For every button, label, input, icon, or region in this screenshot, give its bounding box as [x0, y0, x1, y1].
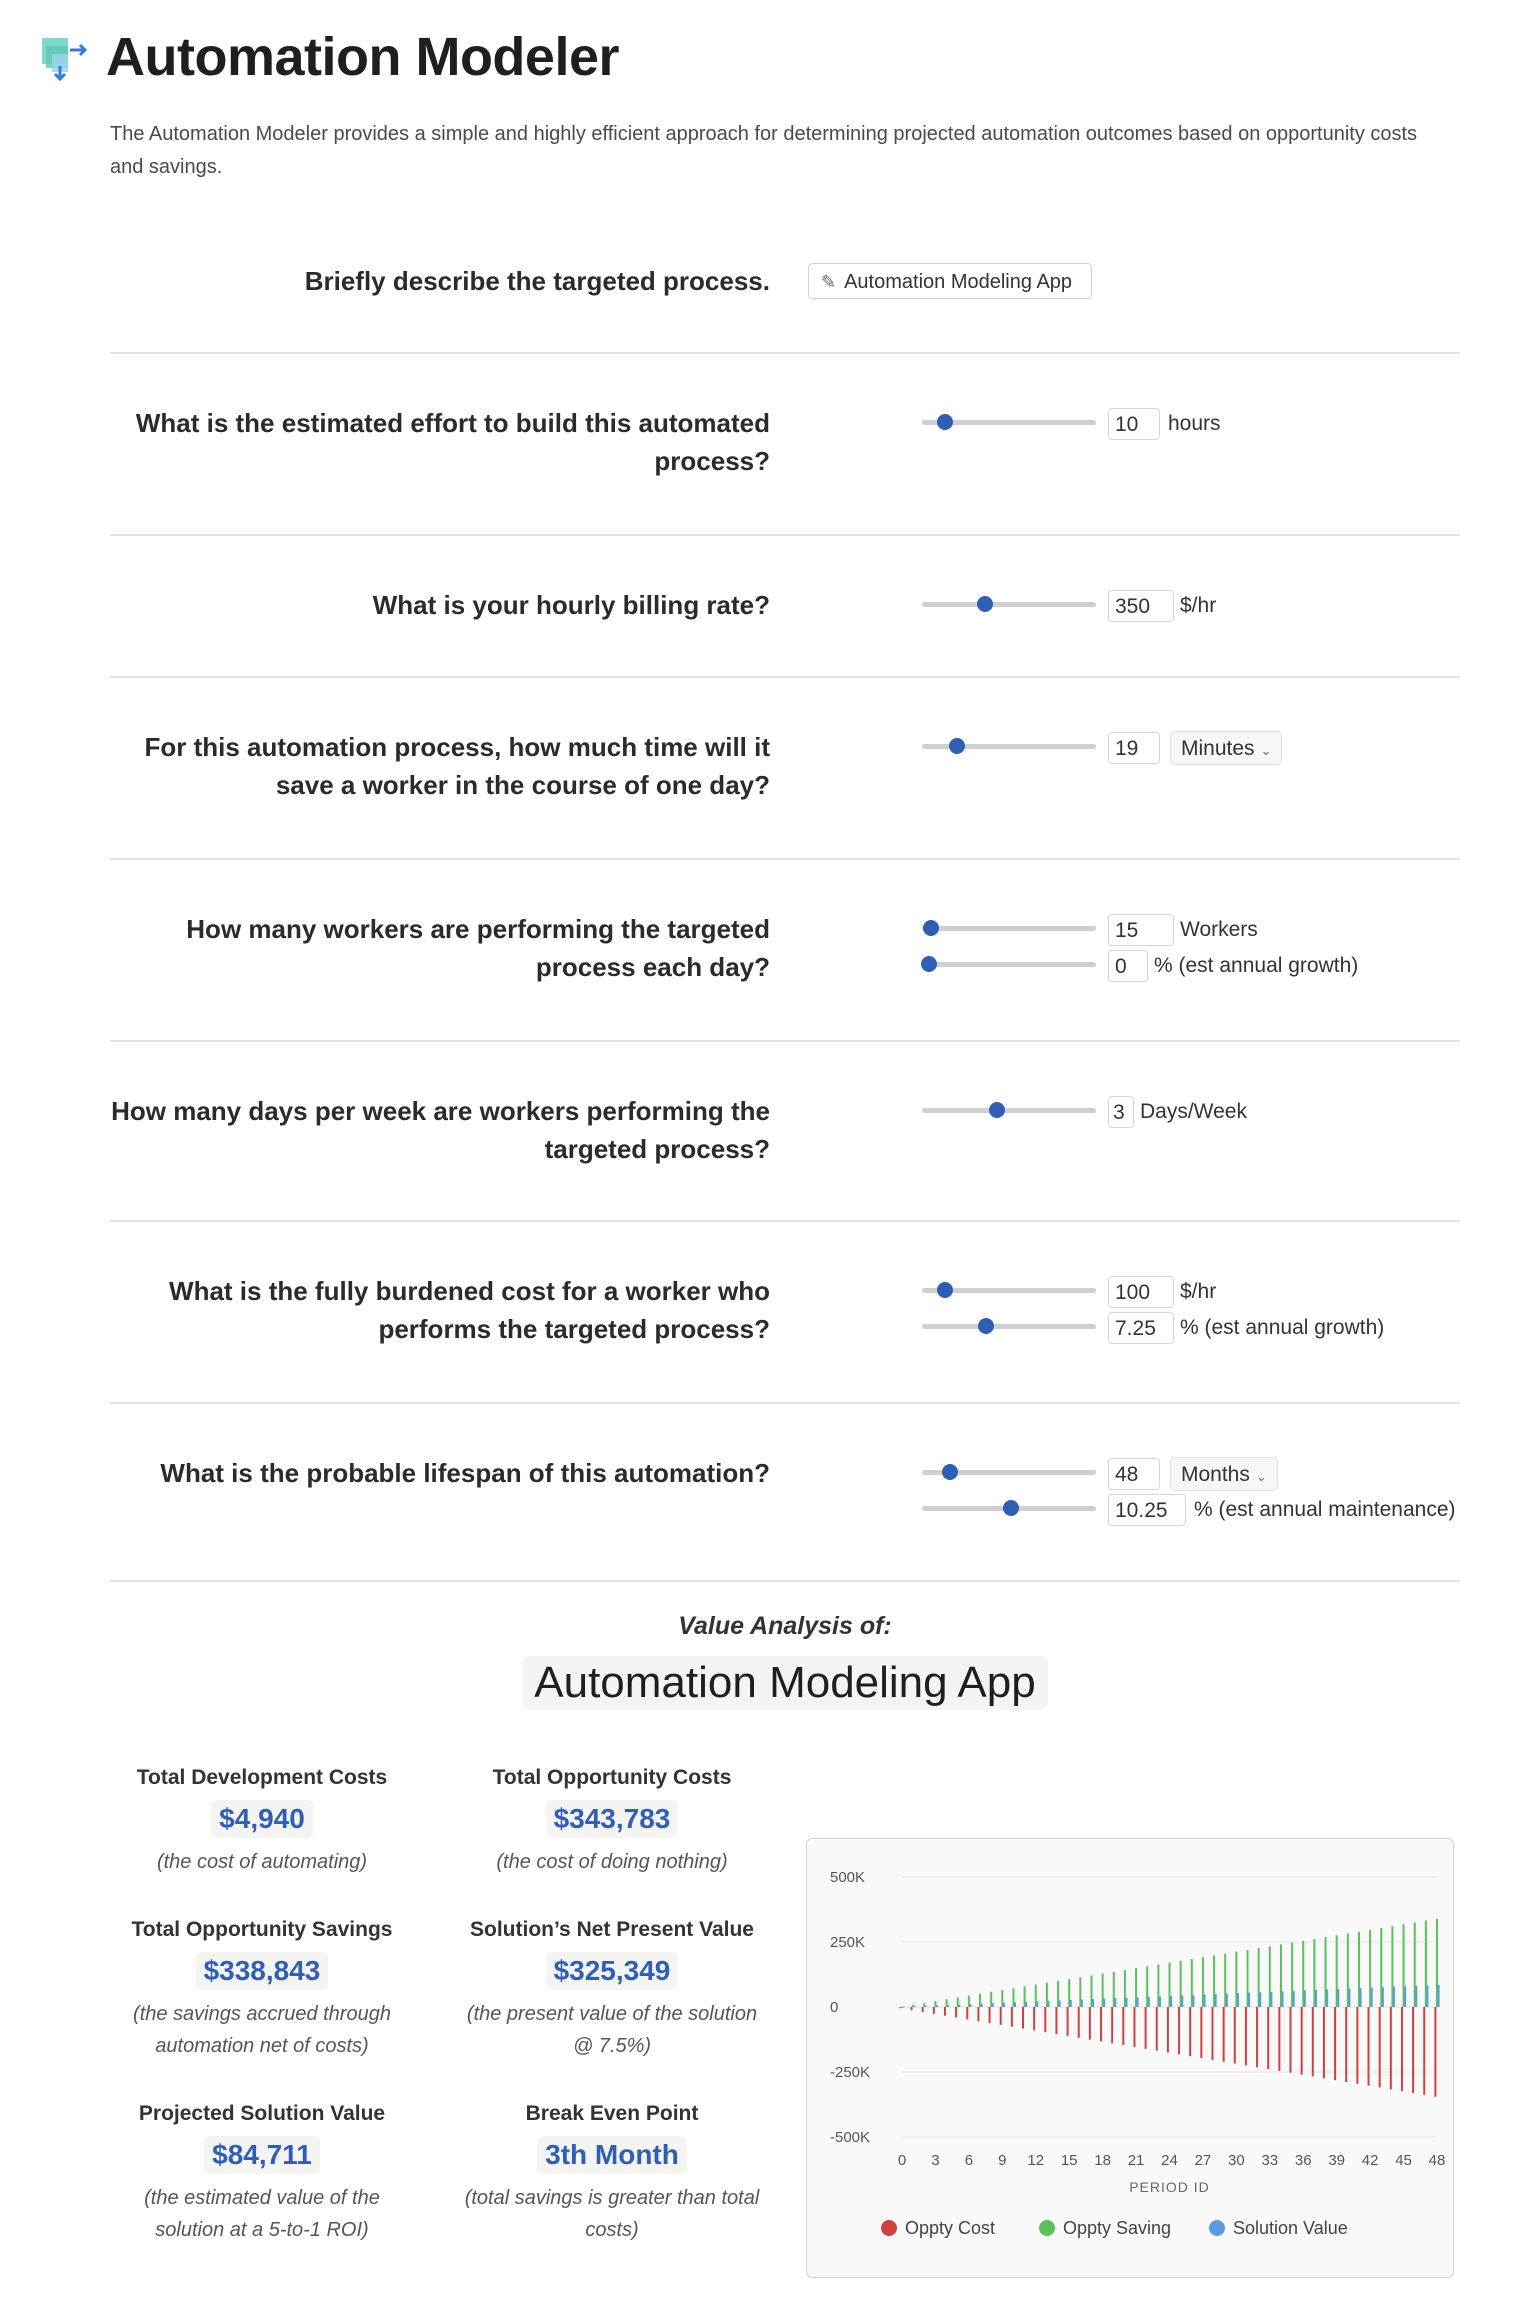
burdened-growth-slider[interactable] — [922, 1324, 1096, 1329]
x-tick-label: 39 — [1328, 2152, 1346, 2169]
bar-solution-value — [1248, 1993, 1250, 2007]
question-label: For this automation process, how much time will it save a worker in the course of one day? — [144, 732, 770, 800]
bar-solution-value — [981, 2004, 983, 2007]
metric-value: 3th Month — [537, 2136, 687, 2174]
bar-oppty-cost — [1055, 2007, 1057, 2034]
metric-dev-costs — [112, 1766, 412, 1878]
x-tick-label: 15 — [1060, 2152, 1078, 2169]
bar-solution-value — [1181, 1995, 1183, 2007]
burdened-slider[interactable] — [922, 1288, 1096, 1293]
question-row-time-saved — [110, 678, 1460, 860]
question-label: What is the estimated effort to build this automated process? — [135, 408, 770, 476]
metric-solution-value — [112, 2102, 412, 2246]
bar-oppty-cost — [922, 2007, 924, 2012]
bar-oppty-cost — [1133, 2007, 1135, 2047]
bar-oppty-cost — [933, 2007, 935, 2014]
bar-solution-value — [1404, 1986, 1406, 2007]
metric-oppty-savings — [112, 1918, 412, 2062]
bar-solution-value — [992, 2003, 994, 2007]
slider-knob[interactable] — [923, 920, 939, 936]
x-tick-label: 42 — [1361, 2152, 1379, 2169]
metric-npv — [462, 1918, 762, 2062]
question-row-lifespan — [110, 1404, 1460, 1582]
workers-input[interactable]: 15 — [1108, 914, 1174, 946]
billing-input[interactable]: 350 — [1108, 590, 1174, 622]
x-tick-label: 21 — [1127, 2152, 1145, 2169]
bar-solution-value — [1114, 1998, 1116, 2007]
value-analysis-name-wrap — [0, 1656, 1530, 1710]
bar-oppty-cost — [1345, 2007, 1347, 2082]
slider-knob[interactable] — [977, 596, 993, 612]
question-label: What is the probable lifespan of this automation? — [160, 1458, 770, 1488]
x-axis-label: PERIOD ID — [1129, 2179, 1210, 2195]
bar-oppty-cost — [1167, 2007, 1169, 2053]
effort-unit: hours — [1168, 412, 1221, 435]
bar-oppty-cost — [1089, 2007, 1091, 2040]
bar-solution-value — [1148, 1997, 1150, 2007]
bar-solution-value — [1025, 2002, 1027, 2007]
x-tick-label: 45 — [1395, 2152, 1412, 2169]
time-saved-input[interactable]: 19 — [1108, 732, 1160, 764]
bar-oppty-cost — [1423, 2007, 1425, 2095]
days-unit: Days/Week — [1140, 1100, 1247, 1123]
bar-oppty-cost — [1245, 2007, 1247, 2065]
metric-title: Solution’s Net Present Value — [470, 1918, 754, 1941]
question-label: What is the fully burdened cost for a worker who performs the targeted process? — [169, 1276, 770, 1344]
bar-oppty-cost — [1022, 2007, 1024, 2029]
bar-oppty-cost — [1000, 2007, 1002, 2025]
legend-swatch — [881, 2220, 897, 2236]
bar-oppty-cost — [966, 2007, 968, 2019]
bar-solution-value — [958, 2004, 960, 2007]
bar-oppty-cost — [1111, 2007, 1113, 2043]
bar-oppty-cost — [1278, 2007, 1280, 2071]
slider-knob[interactable] — [937, 414, 953, 430]
x-tick-label: 3 — [931, 2152, 940, 2169]
slider-knob[interactable] — [949, 738, 965, 754]
workers-growth-slider[interactable] — [922, 962, 1096, 967]
bar-solution-value — [1226, 1994, 1228, 2007]
value-chart — [806, 1838, 1454, 2278]
burdened-growth-input[interactable]: 7.25 — [1108, 1312, 1174, 1344]
metric-desc: (the cost of automating) — [156, 1851, 368, 1873]
bar-oppty-cost — [1290, 2007, 1292, 2073]
bar-oppty-cost — [1401, 2007, 1403, 2091]
bar-solution-value — [1326, 1989, 1328, 2007]
bar-solution-value — [1036, 2001, 1038, 2007]
bar-solution-value — [1170, 1996, 1172, 2007]
time-saved-slider[interactable] — [922, 744, 1096, 749]
effort-input[interactable]: 10 — [1108, 408, 1160, 440]
bar-oppty-cost — [1178, 2007, 1180, 2054]
value-analysis-name: Automation Modeling App — [522, 1656, 1047, 1710]
bar-solution-value — [1426, 1985, 1428, 2007]
bar-oppty-cost — [1211, 2007, 1213, 2060]
bar-solution-value — [1081, 1999, 1083, 2007]
question-row-workers — [110, 860, 1460, 1042]
bar-solution-value — [1415, 1986, 1417, 2007]
y-tick-label: 0 — [830, 1999, 839, 2016]
bar-oppty-cost — [1122, 2007, 1124, 2045]
question-row-days — [110, 1042, 1460, 1222]
metric-break-even — [462, 2102, 762, 2246]
question-row-billing — [110, 536, 1460, 678]
bar-solution-value — [1137, 1997, 1139, 2007]
bar-oppty-cost — [1033, 2007, 1035, 2030]
burdened-growth-unit: % (est annual growth) — [1180, 1316, 1385, 1339]
x-tick-label: 48 — [1428, 2152, 1446, 2169]
process-description-input[interactable]: ✎ Automation Modeling App — [808, 263, 1092, 299]
workers-growth-input[interactable]: 0 — [1108, 950, 1148, 982]
bar-solution-value — [925, 2006, 927, 2007]
bar-oppty-cost — [1011, 2007, 1013, 2027]
page-title: Automation Modeler — [106, 27, 619, 87]
x-tick-label: 27 — [1194, 2152, 1212, 2169]
bar-oppty-cost — [1256, 2007, 1258, 2067]
workers-growth-unit: % (est annual growth) — [1154, 954, 1359, 977]
metric-desc: (the present value of the solution @ 7.5%) — [466, 2003, 758, 2057]
maintenance-slider[interactable] — [922, 1506, 1096, 1511]
lifespan-slider[interactable] — [922, 1470, 1096, 1475]
time-unit-select[interactable]: Minutes ⌄ — [1170, 731, 1282, 765]
y-tick-label: -250K — [830, 2064, 871, 2081]
question-row-effort — [110, 354, 1460, 536]
x-tick-label: 36 — [1294, 2152, 1312, 2169]
maintenance-unit: % (est annual maintenance) — [1194, 1498, 1456, 1521]
bar-oppty-cost — [1067, 2007, 1069, 2036]
workers-unit: Workers — [1180, 918, 1258, 941]
slider-knob[interactable] — [921, 956, 937, 972]
slider-knob[interactable] — [937, 1282, 953, 1298]
metric-desc: (the cost of doing nothing) — [496, 1851, 728, 1873]
bar-oppty-cost — [955, 2007, 957, 2018]
bar-oppty-cost — [1267, 2007, 1269, 2069]
bar-oppty-cost — [1189, 2007, 1191, 2056]
bar-solution-value — [1371, 1988, 1373, 2007]
metric-title: Break Even Point — [525, 2102, 699, 2125]
value-analysis-heading: Value Analysis of: — [678, 1612, 892, 1640]
legend-label: Oppty Saving — [1063, 2218, 1172, 2238]
metric-value: $325,349 — [546, 1952, 679, 1990]
metric-title: Total Opportunity Savings — [131, 1918, 393, 1941]
metric-value: $343,783 — [546, 1800, 679, 1838]
bar-solution-value — [1360, 1988, 1362, 2007]
metric-title: Total Opportunity Costs — [492, 1766, 732, 1789]
bar-solution-value — [1304, 1990, 1306, 2007]
bar-oppty-cost — [1301, 2007, 1303, 2075]
bar-solution-value — [1014, 2002, 1016, 2007]
bar-solution-value — [1237, 1993, 1239, 2007]
x-tick-label: 24 — [1161, 2152, 1178, 2169]
bar-solution-value — [1126, 1998, 1128, 2007]
x-tick-label: 0 — [897, 2152, 907, 2169]
bar-solution-value — [1382, 1987, 1384, 2007]
x-tick-label: 18 — [1094, 2152, 1111, 2169]
bar-oppty-cost — [1379, 2007, 1381, 2087]
bar-solution-value — [1192, 1995, 1194, 2007]
bar-oppty-cost — [1100, 2007, 1102, 2041]
burdened-input[interactable]: 100 — [1108, 1276, 1174, 1308]
lifespan-unit-select[interactable]: Months ⌄ — [1170, 1457, 1278, 1491]
bar-oppty-cost — [1078, 2007, 1080, 2038]
workers-slider[interactable] — [922, 926, 1096, 931]
bar-solution-value — [1315, 1990, 1317, 2007]
y-tick-label: 250K — [830, 1934, 866, 1951]
question-row-burdened — [110, 1222, 1460, 1404]
bar-oppty-cost — [1234, 2007, 1236, 2064]
y-tick-label: -500K — [830, 2129, 871, 2146]
bar-oppty-cost — [944, 2007, 946, 2016]
question-label: Briefly describe the targeted process. — [304, 266, 770, 296]
x-tick-label: 30 — [1228, 2152, 1245, 2169]
metric-desc: (the savings accrued through automation net of costs) — [133, 2003, 391, 2057]
x-tick-label: 9 — [998, 2152, 1007, 2169]
metric-desc: (total savings is greater than total costs) — [464, 2187, 760, 2241]
bar-solution-value — [1259, 1992, 1261, 2007]
bar-solution-value — [936, 2005, 938, 2007]
bar-oppty-cost — [977, 2007, 979, 2021]
legend-swatch — [1039, 2220, 1055, 2236]
bar-solution-value — [969, 2004, 971, 2007]
bar-solution-value — [947, 2005, 949, 2007]
bar-solution-value — [903, 2007, 905, 2008]
bar-solution-value — [1059, 2000, 1061, 2007]
bar-oppty-cost — [911, 2007, 913, 2010]
bar-oppty-cost — [1412, 2007, 1414, 2093]
bar-oppty-cost — [1223, 2007, 1225, 2062]
bar-oppty-cost — [1044, 2007, 1046, 2032]
bar-solution-value — [1103, 1999, 1105, 2007]
slider-knob[interactable] — [942, 1464, 958, 1480]
bar-solution-value — [1092, 1999, 1094, 2007]
question-row-process — [110, 230, 1460, 354]
chevron-down-icon: ⌄ — [1260, 743, 1272, 758]
bar-oppty-cost — [1356, 2007, 1358, 2084]
question-label: What is your hourly billing rate? — [372, 590, 770, 620]
bar-solution-value — [1293, 1991, 1295, 2007]
metric-title: Projected Solution Value — [138, 2102, 386, 2125]
metric-value: $4,940 — [211, 1800, 313, 1838]
x-tick-label: 12 — [1027, 2152, 1045, 2169]
maintenance-input[interactable]: 10.25 — [1108, 1494, 1186, 1526]
value-chart-svg — [807, 1839, 1453, 2277]
bar-oppty-cost — [989, 2007, 991, 2023]
burdened-unit: $/hr — [1180, 1280, 1217, 1303]
lifespan-input[interactable]: 48 — [1108, 1458, 1160, 1490]
bar-oppty-cost — [1312, 2007, 1314, 2076]
days-slider[interactable] — [922, 1108, 1096, 1113]
bar-solution-value — [1393, 1987, 1395, 2007]
bar-solution-value — [1282, 1991, 1284, 2007]
bar-oppty-cost — [1390, 2007, 1392, 2089]
header — [40, 26, 619, 88]
bar-oppty-cost — [1323, 2007, 1325, 2078]
metric-value: $84,711 — [204, 2136, 320, 2174]
bar-oppty-cost — [1334, 2007, 1336, 2080]
bar-solution-value — [1159, 1996, 1161, 2007]
bar-solution-value — [1070, 2000, 1072, 2007]
billing-slider[interactable] — [922, 602, 1096, 607]
legend-label: Oppty Cost — [905, 2218, 996, 2238]
bar-oppty-cost — [1200, 2007, 1202, 2058]
question-label: How many workers are performing the targeted process each day? — [186, 914, 770, 982]
question-label: How many days per week are workers performing the targeted process? — [111, 1096, 770, 1164]
metric-value: $338,843 — [196, 1952, 329, 1990]
bar-oppty-cost — [1434, 2007, 1436, 2097]
bar-solution-value — [1215, 1994, 1217, 2007]
bar-solution-value — [1204, 1994, 1206, 2007]
bar-solution-value — [1337, 1989, 1339, 2007]
pencil-icon: ✎ — [821, 272, 837, 292]
days-input[interactable]: 3 — [1108, 1096, 1134, 1128]
bar-solution-value — [1438, 1985, 1440, 2007]
metric-title: Total Development Costs — [136, 1766, 388, 1789]
metric-desc: (the estimated value of the solution at a 5-to-1 ROI) — [144, 2187, 380, 2241]
legend-label: Solution Value — [1233, 2218, 1348, 2238]
billing-unit: $/hr — [1180, 594, 1217, 617]
slider-knob[interactable] — [989, 1102, 1005, 1118]
page-description: The Automation Modeler provides a simple and highly efficient approach for determining projected automation outcomes based on opportunity costs and savings. — [110, 123, 1418, 178]
chevron-down-icon: ⌄ — [1255, 1469, 1267, 1484]
bar-oppty-cost — [1156, 2007, 1158, 2051]
bar-solution-value — [1047, 2001, 1049, 2007]
bar-solution-value — [1270, 1992, 1272, 2007]
automation-logo-icon — [40, 32, 90, 82]
slider-knob[interactable] — [978, 1318, 994, 1334]
x-tick-label: 6 — [964, 2152, 974, 2169]
slider-knob[interactable] — [1003, 1500, 1019, 1516]
metric-oppty-costs — [462, 1766, 762, 1878]
bar-solution-value — [1348, 1989, 1350, 2007]
y-tick-label: 500K — [830, 1869, 866, 1886]
effort-slider[interactable] — [922, 420, 1096, 425]
bar-oppty-cost — [1145, 2007, 1147, 2049]
x-tick-label: 33 — [1261, 2152, 1279, 2169]
bar-solution-value — [914, 2006, 916, 2007]
legend-swatch — [1209, 2220, 1225, 2236]
bar-solution-value — [1003, 2003, 1005, 2007]
bar-oppty-cost — [1368, 2007, 1370, 2086]
